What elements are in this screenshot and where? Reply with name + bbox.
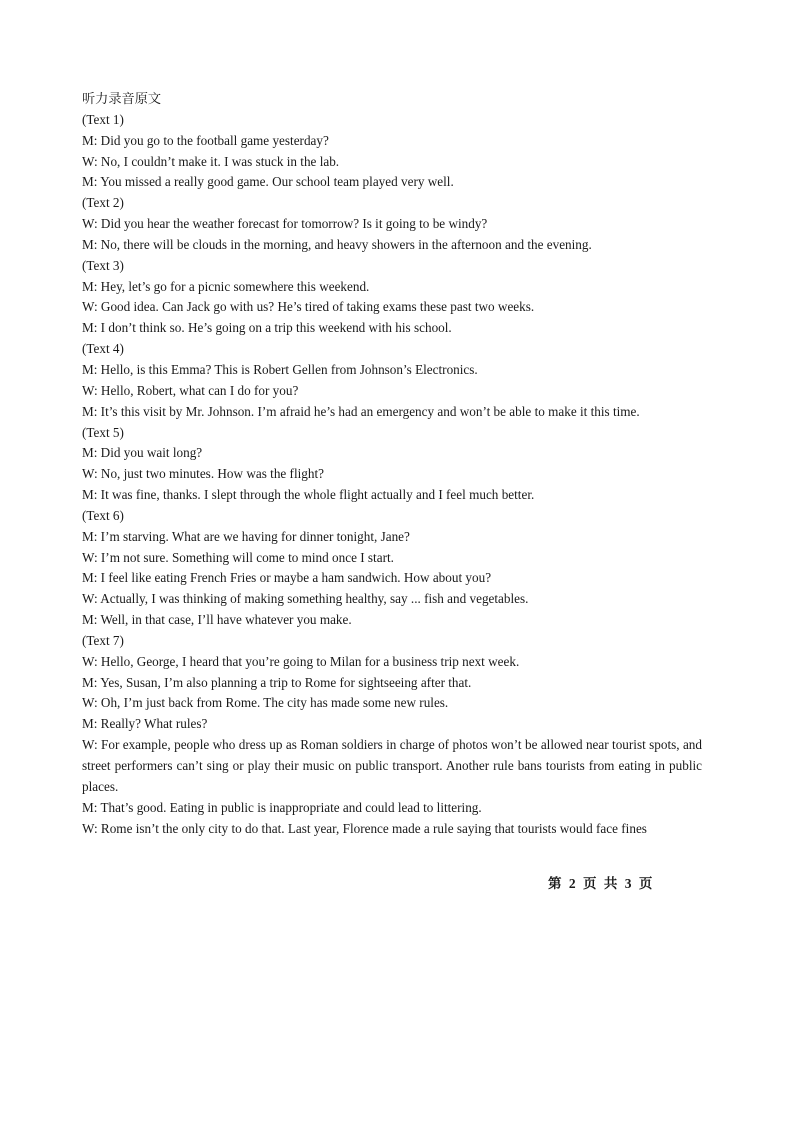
section-title: 听力录音原文 [82,91,162,106]
dialogue-line: M: Did you go to the football game yesterday? [82,132,329,148]
dialogue-line: M: It was fine, thanks. I slept through the whole flight actually and I feel much better. [82,487,535,503]
dialogue-line: W: Hello, George, I heard that you’re going to Milan for a business trip next week. [82,653,520,669]
dialogue-line: M: It’s this visit by Mr. Johnson. I’m afraid he’s had an emergency and won’t be able to make it this time. [82,403,640,419]
text-heading: (Text 4) [82,341,124,357]
dialogue-paragraph: W: For example, people who dress up as Roman soldiers in charge of photos won’t be allowed near tourist spots, and street performers can’t sing or play their music on public transport. Another rule bans tourists from eating in public places. [82,737,702,794]
dialogue-line: M: Hello, is this Emma? This is Robert Gellen from Johnson’s Electronics. [82,361,478,377]
dialogue-line: W: No, just two minutes. How was the flight? [82,466,324,482]
dialogue-line: W: Hello, Robert, what can I do for you? [82,382,299,398]
dialogue-line: W: Good idea. Can Jack go with us? He’s tired of taking exams these past two weeks. [82,299,535,315]
dialogue-line: W: Did you hear the weather forecast for tomorrow? Is it going to be windy? [82,216,488,232]
dialogue-line: M: I feel like eating French Fries or maybe a ham sandwich. How about you? [82,570,492,586]
dialogue-line: M: I’m starving. What are we having for dinner tonight, Jane? [82,528,410,544]
dialogue-line: M: Really? What rules? [82,716,208,732]
dialogue-line: M: Did you wait long? [82,445,203,461]
page-number: 第 2 页 共 3 页 [548,876,655,891]
dialogue-line: M: You missed a really good game. Our school team played very well. [82,174,454,190]
dialogue-line: M: Yes, Susan, I’m also planning a trip to Rome for sightseeing after that. [82,674,472,690]
dialogue-line: M: No, there will be clouds in the morning, and heavy showers in the afternoon and the evening. [82,236,592,252]
dialogue-line: M: I don’t think so. He’s going on a trip this weekend with his school. [82,320,452,336]
text-heading: (Text 2) [82,195,124,211]
text-heading: (Text 1) [82,111,124,127]
dialogue-line: M: Hey, let’s go for a picnic somewhere this weekend. [82,278,370,294]
text-heading: (Text 3) [82,257,124,273]
dialogue-line: W: I’m not sure. Something will come to mind once I start. [82,549,394,565]
text-heading: (Text 7) [82,632,124,648]
text-heading: (Text 6) [82,507,124,523]
dialogue-line: W: Oh, I’m just back from Rome. The city has made some new rules. [82,695,449,711]
transcript-body [82,89,702,839]
dialogue-line: M: Well, in that case, I’ll have whatever you make. [82,612,352,628]
dialogue-line: W: No, I couldn’t make it. I was stuck in the lab. [82,153,340,169]
dialogue-line: M: That’s good. Eating in public is inappropriate and could lead to littering. [82,799,482,815]
dialogue-line: W: Actually, I was thinking of making something healthy, say ... fish and vegetables. [82,591,529,607]
text-heading: (Text 5) [82,424,124,440]
dialogue-line: W: Rome isn’t the only city to do that. Last year, Florence made a rule saying that tourists would face fines [82,820,647,836]
